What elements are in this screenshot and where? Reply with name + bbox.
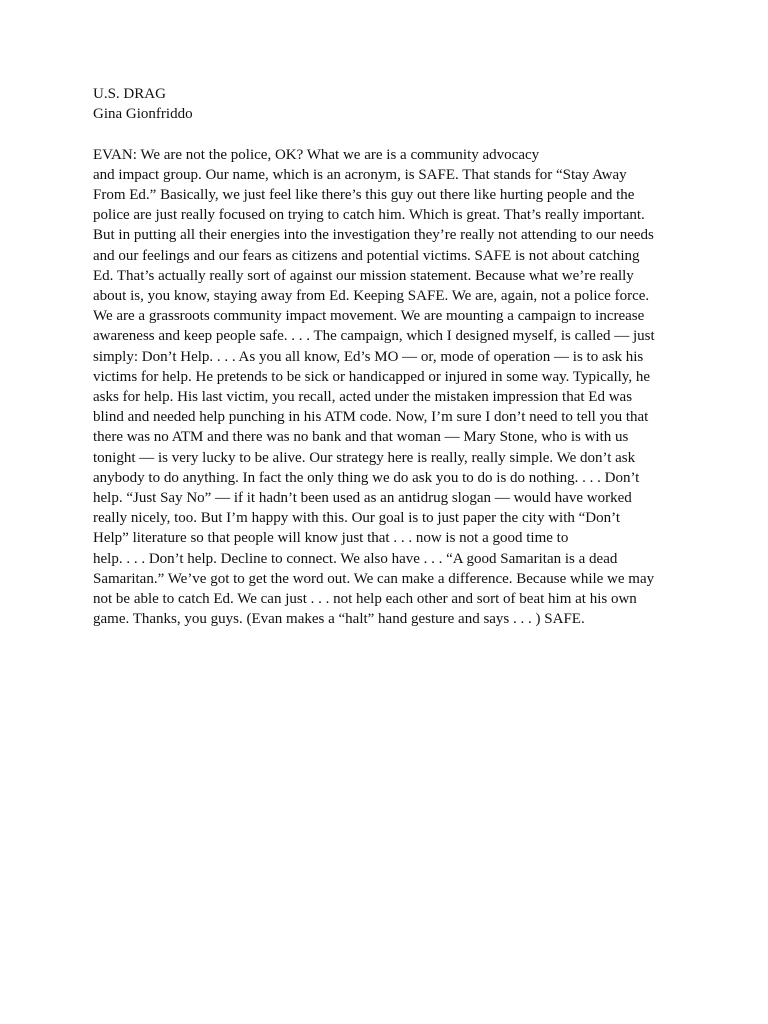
monologue-line: help. . . . Don’t help. Decline to connect. We also have . . . “A good Samaritan is a dead bbox=[93, 550, 618, 567]
monologue-line: From Ed.” Basically, we just feel like there’s this guy out there like hurting people and the bbox=[93, 187, 635, 203]
monologue-line: anybody to do anything. In fact the only thing we do ask you to do is do nothing. . . . Don’t bbox=[93, 469, 640, 486]
monologue-line: there was no ATM and there was no bank and that woman — Mary Stone, who is with us bbox=[93, 429, 629, 446]
monologue-line: really nicely, too. But I’m happy with this. Our goal is to just paper the city with “Don’t bbox=[93, 510, 620, 527]
monologue-line: police are just really focused on trying to catch him. Which is great. That’s really important. bbox=[93, 207, 645, 224]
monologue-paragraph bbox=[93, 145, 693, 630]
monologue-line: EVAN: We are not the police, OK? What we are is a community advocacy bbox=[93, 146, 540, 163]
monologue-line: and our feelings and our fears as citizens and potential victims. SAFE is not about catching bbox=[93, 247, 640, 264]
monologue-line: Ed. That’s actually really sort of against our mission statement. Because what we’re really bbox=[93, 267, 634, 284]
monologue-line: not be able to catch Ed. We can just . . . not help each other and sort of beat him at his own bbox=[93, 591, 637, 608]
monologue-line: about is, you know, staying away from Ed. Keeping SAFE. We are, again, not a police force. bbox=[93, 288, 650, 305]
monologue-line: But in putting all their energies into the investigation they’re really not attending to our needs bbox=[93, 227, 654, 244]
document-author: Gina Gionfriddo bbox=[93, 106, 193, 123]
paragraph-gap bbox=[93, 124, 693, 144]
monologue-line: simply: Don’t Help. . . . As you all know, Ed’s MO — or, mode of operation — is to ask his bbox=[93, 348, 644, 365]
document-title: U.S. DRAG bbox=[93, 86, 166, 102]
monologue-line: tonight — is very lucky to be alive. Our strategy here is really, really simple. We don’t ask bbox=[93, 449, 636, 466]
monologue-line: awareness and keep people safe. . . . The campaign, which I designed myself, is called — just bbox=[93, 328, 655, 345]
monologue-line: and impact group. Our name, which is an acronym, is SAFE. That stands for “Stay Away bbox=[93, 166, 627, 183]
document-body bbox=[93, 84, 693, 629]
monologue-line: help. “Just Say No” — if it hadn’t been used as an antidrug slogan — would have worked bbox=[93, 490, 632, 507]
monologue-line: blind and needed help punching in his ATM code. Now, I’m sure I don’t need to tell you that bbox=[93, 409, 649, 426]
monologue-line: game. Thanks, you guys. (Evan makes a “halt” hand gesture and says . . . ) SAFE. bbox=[93, 611, 585, 628]
monologue-line: Samaritan.” We’ve got to get the word out. We can make a difference. Because while we may bbox=[93, 570, 655, 587]
monologue-line: asks for help. His last victim, you recall, acted under the mistaken impression that Ed was bbox=[93, 389, 633, 406]
monologue-line: We are a grassroots community impact movement. We are mounting a campaign to increase bbox=[93, 308, 645, 325]
monologue-line: Help” literature so that people will know just that . . . now is not a good time to bbox=[93, 530, 569, 547]
monologue-line: victims for help. He pretends to be sick or handicapped or injured in some way. Typically, he bbox=[93, 368, 650, 385]
